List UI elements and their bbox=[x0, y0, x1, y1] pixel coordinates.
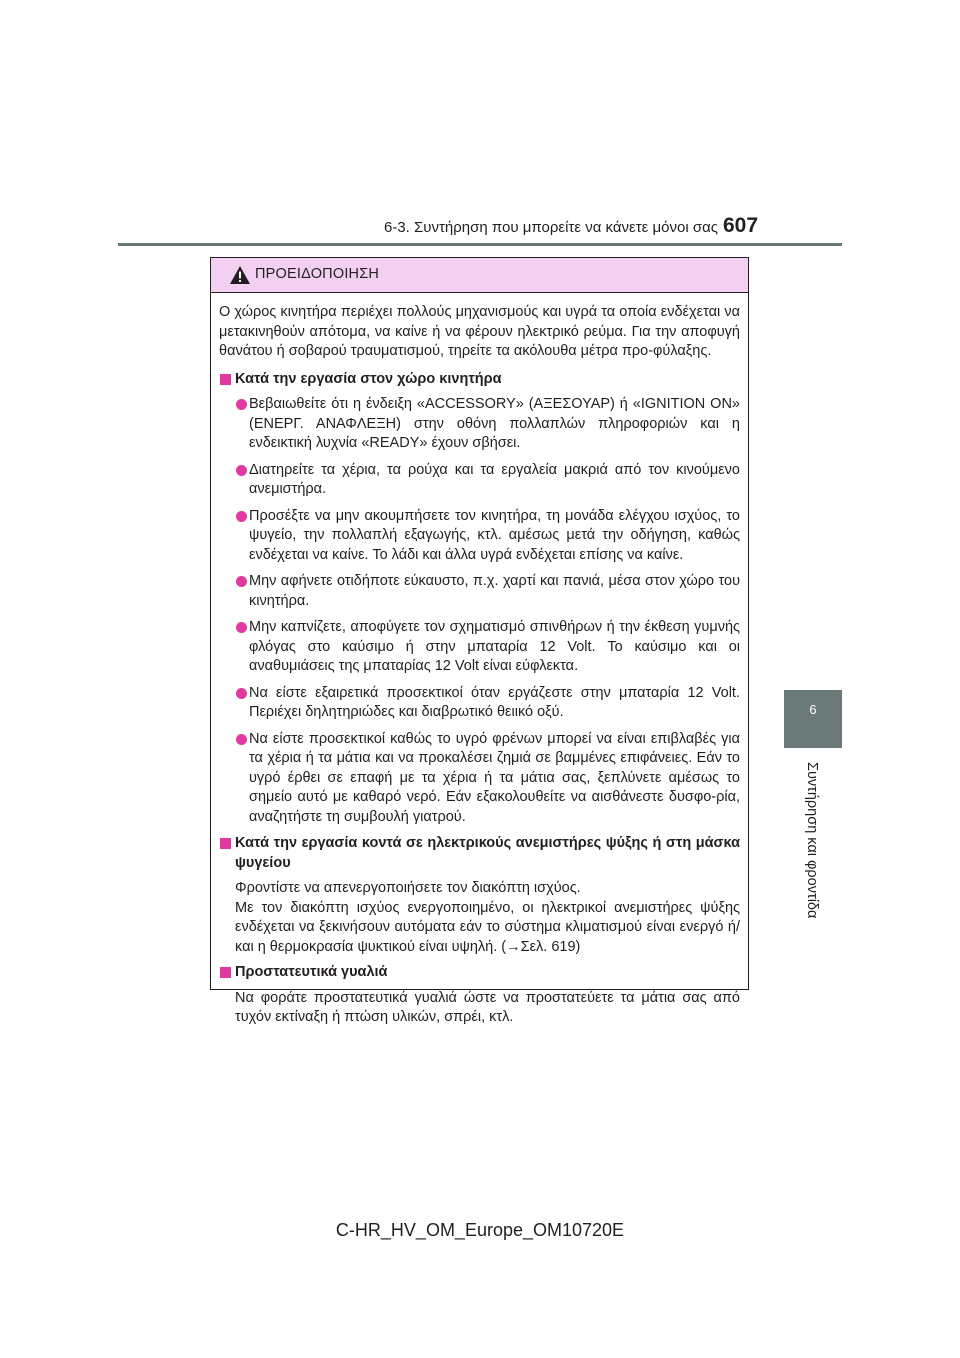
round-bullet-icon bbox=[236, 511, 247, 522]
chapter-label: Συντήρηση και φροντίδα bbox=[804, 762, 820, 919]
round-bullet-icon bbox=[236, 399, 247, 410]
header-rule bbox=[118, 243, 842, 246]
warning-intro: Ο χώρος κινητήρα περιέχει πολλούς μηχανισμούς και υγρά τα οποία ενδέχεται να μετακινηθούν απότομα, να καίνε ή να φέρουν ηλεκτρικό ρεύμα. Για την αποφυγή θανάτου ή σοβαρού τραυματισμού, τηρείτε τα ακόλουθα μέτρα προ-φύλαξης. bbox=[219, 304, 740, 359]
round-bullet-icon bbox=[236, 576, 247, 587]
bullet-item: Να είστε εξαιρετικά προσεκτικοί όταν εργάζεστε στην μπαταρία 12 Volt. Περιέχει δηλητηριώδες και διαβρωτικό θειικό οξύ. bbox=[219, 684, 740, 723]
round-bullet-icon bbox=[236, 734, 247, 745]
square-bullet-icon bbox=[220, 374, 231, 385]
chapter-label-wrap bbox=[784, 762, 842, 919]
round-bullet-icon bbox=[236, 688, 247, 699]
section-heading: Προστατευτικά γυαλιά bbox=[219, 963, 740, 983]
bullet-item: Διατηρείτε τα χέρια, τα ρούχα και τα εργαλεία μακριά από τον κινούμενο ανεμιστήρα. bbox=[219, 461, 740, 500]
square-bullet-icon bbox=[220, 967, 231, 978]
bullet-item: Να είστε προσεκτικοί καθώς το υγρό φρένων μπορεί να είναι επιβλαβές για τα χέρια ή τα μάτια και να προκαλέσει ζημιά σε βαμμένες επιφάνειες. Εάν το υγρό έρθει σε επαφή με τα χέρια ή τα μάτια σας, ξεπλύνετε αμέσως το σημείο αυτό με καθαρό νερό. Εάν εξακολουθείτε να αισθάνεστε δυσφο-ρία, αναζητήστε τη συμβουλή γιατρού. bbox=[219, 730, 740, 828]
round-bullet-icon bbox=[236, 465, 247, 476]
section-title: 6-3. Συντήρηση που μπορείτε να κάνετε μόνοι σας bbox=[384, 219, 718, 236]
warning-title: ΠΡΟΕΙΔΟΠΟΙΗΣΗ bbox=[255, 266, 380, 282]
page-number: 607 bbox=[723, 214, 759, 237]
chapter-tab: 6 bbox=[784, 690, 842, 748]
section-heading: Κατά την εργασία κοντά σε ηλεκτρικούς ανεμιστήρες ψύξης ή στη μάσκα ψυγείου bbox=[219, 834, 740, 873]
warning-body bbox=[211, 293, 748, 1028]
section-heading: Κατά την εργασία στον χώρο κινητήρα bbox=[219, 370, 740, 390]
round-bullet-icon bbox=[236, 622, 247, 633]
section-text: Με τον διακόπτη ισχύος ενεργοποιημένο, οι ηλεκτρικοί ανεμιστήρες ψύξης ενδέχεται να ξεκινήσουν αυτόματα εάν το σύστημα κλιματισμού είναι ενεργό ή/και η θερμοκρασία ψυκτικού είναι υψηλή. (→Σελ. 619) bbox=[235, 899, 740, 955]
section-text: Φροντίστε να απενεργοποιήσετε τον διακόπτη ισχύος. bbox=[235, 880, 581, 896]
section-text: Να φοράτε προστατευτικά γυαλιά ώστε να προστατεύετε τα μάτια σας από τυχόν εκτίναξη ή πτώση υλικών, σπρέι, κτλ. bbox=[235, 989, 740, 1025]
warning-triangle-icon bbox=[229, 265, 251, 285]
warning-box bbox=[210, 257, 749, 1025]
bullet-item: Βεβαιωθείτε ότι η ένδειξη «ACCESSORY» (ΑΞΕΣΟΥΑΡ) ή «IGNITION ON» (ΕΝΕΡΓ. ΑΝΑΦΛΕΞΗ) στην οθόνη πολλαπλών πληροφοριών και η ενδεικτική λυχνία «READY» έχουν σβήσει. bbox=[219, 395, 740, 454]
warning-header bbox=[211, 258, 748, 293]
bullet-item: Μην καπνίζετε, αποφύγετε τον σχηματισμό σπινθήρων ή την έκθεση γυμνής φλόγας στο καύσιμο ή στην μπαταρία 12 Volt. Το καύσιμο και οι αναθυμιάσεις της μπαταρίας 12 Volt είναι εύφλεκτα. bbox=[219, 618, 740, 677]
square-bullet-icon bbox=[220, 838, 231, 849]
footer-doc-id: C-HR_HV_OM_Europe_OM10720E bbox=[335, 1220, 625, 1240]
bullet-item: Προσέξτε να μην ακουμπήσετε τον κινητήρα, τη μονάδα ελέγχου ισχύος, το ψυγείο, την πολλαπλή εξαγωγής, κτλ. αμέσως μετά την οδήγηση, καθώς ενδέχεται να καίνε. Το λάδι και άλλα υγρά ενδέχεται επίσης να καίνε. bbox=[219, 507, 740, 566]
bullet-item: Μην αφήνετε οτιδήποτε εύκαυστο, π.χ. χαρτί και πανιά, μέσα στον χώρο του κινητήρα. bbox=[219, 572, 740, 611]
